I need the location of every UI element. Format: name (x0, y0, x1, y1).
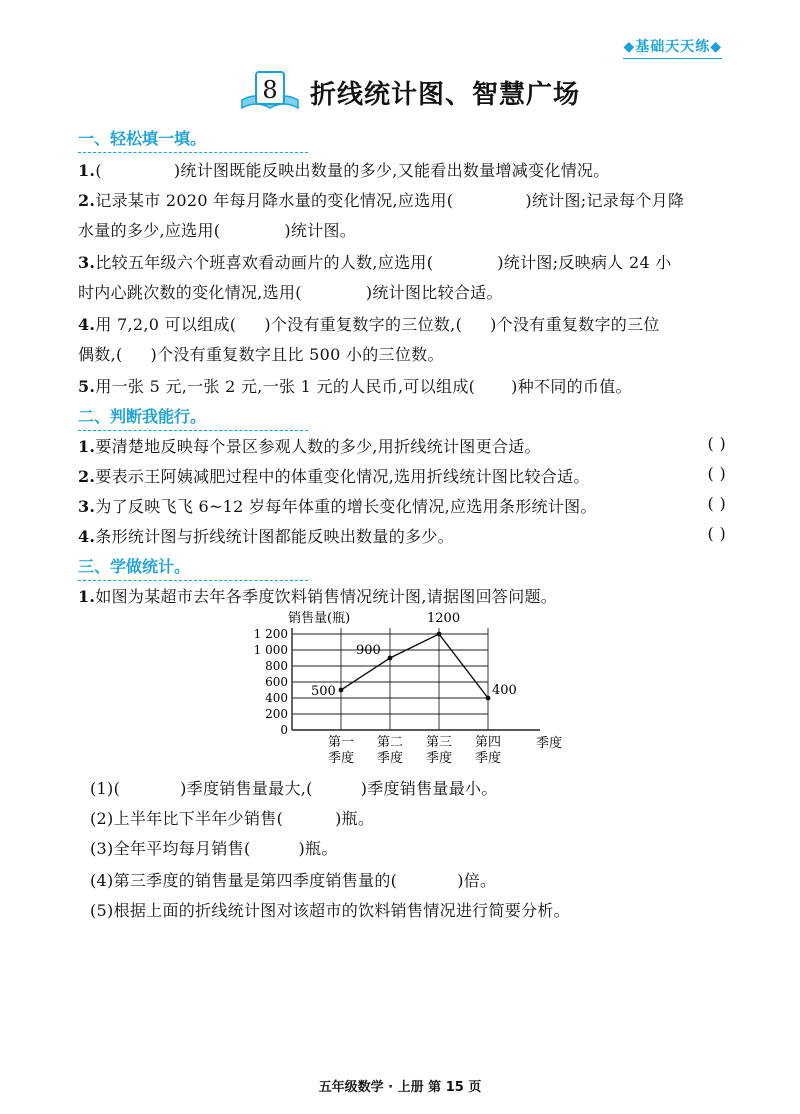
text: )个没有重复数字的三位数,( (264, 315, 463, 334)
s1-question-1 (78, 158, 610, 181)
sub-question-4 (90, 868, 496, 891)
s1-question-4-cont (78, 342, 444, 365)
question-number: 2. (78, 467, 96, 486)
question-number: 3. (78, 497, 96, 516)
text: ( (95, 161, 102, 180)
text: 偶数,( (78, 345, 123, 364)
data-point (437, 632, 442, 637)
question-number: 1. (78, 437, 96, 456)
x-tick-label: 季度 (376, 751, 404, 766)
judge-item (78, 464, 724, 487)
question-number: 1. (78, 161, 96, 180)
text: 为了反映飞飞 6~12 岁每年体重的增长变化情况,应选用条形统计图。 (95, 497, 597, 516)
judge-item (78, 524, 724, 547)
sub-question-5 (90, 898, 570, 921)
data-label: 500 (311, 684, 336, 699)
y-tick-label: 200 (265, 707, 288, 721)
x-tick-label: 第二 (376, 735, 404, 750)
book-icon (238, 70, 302, 112)
text: 记录某市 2020 年每月降水量的变化情况,应选用( (95, 191, 454, 210)
text: (5)根据上面的折线统计图对该超市的饮料销售情况进行简要分析。 (90, 901, 570, 920)
answer-paren: ( ) (707, 434, 726, 453)
text: 如图为某超市去年各季度饮料销售情况统计图,请据图回答问题。 (95, 587, 558, 606)
data-point (339, 688, 344, 693)
x-axis-label: 季度 (536, 736, 563, 751)
text: 水量的多少,应选用( (78, 221, 221, 240)
x-tick-label: 第四 (474, 735, 502, 750)
sub-question-3 (90, 836, 338, 859)
data-label: 400 (492, 683, 517, 698)
question-number: 4. (78, 315, 96, 334)
text: 比较五年级六个班喜欢看动画片的人数,应选用( (95, 253, 434, 272)
data-point (388, 656, 393, 661)
y-axis-label: 销售量(瓶) (288, 611, 351, 626)
data-label: 900 (356, 643, 381, 658)
text: (2)上半年比下半年少销售( (90, 809, 284, 828)
x-tick-label: 季度 (474, 751, 502, 766)
text: 要表示王阿姨减肥过程中的体重变化情况,选用折线统计图比较合适。 (95, 467, 590, 486)
text: )瓶。 (335, 809, 375, 828)
text: )统计图;反映病人 24 小 (497, 253, 672, 272)
judge-item (78, 434, 724, 457)
s1-question-2-cont (78, 218, 356, 241)
judge-item (78, 494, 724, 517)
section2-heading: 二、判断我能行。 (78, 404, 206, 427)
s1-question-3 (78, 250, 672, 273)
text: )瓶。 (298, 839, 338, 858)
y-tick-label: 1 000 (253, 643, 288, 657)
x-tick-label: 季度 (425, 751, 453, 766)
text: )季度销售量最小。 (360, 779, 498, 798)
answer-paren: ( ) (707, 524, 726, 543)
question-number: 4. (78, 527, 96, 546)
text: 条形统计图与折线统计图都能反映出数量的多少。 (95, 527, 454, 546)
text: (3)全年平均每月销售( (90, 839, 251, 858)
s3-question-1 (78, 584, 557, 607)
text: 用一张 5 元,一张 2 元,一张 1 元的人民币,可以组成( (95, 377, 476, 396)
x-tick-label: 季度 (327, 751, 355, 766)
text: )种不同的币值。 (511, 377, 632, 396)
y-tick-label: 600 (265, 675, 288, 689)
sub-question-1 (90, 776, 498, 799)
data-point (486, 696, 491, 701)
question-number: 5. (78, 377, 96, 396)
series-tag: ◆基础天天练◆ (623, 36, 722, 56)
s1-question-2 (78, 188, 684, 211)
answer-paren: ( ) (707, 494, 726, 513)
y-tick-label: 1 200 (253, 627, 288, 641)
text: 时内心跳次数的变化情况,选用( (78, 283, 302, 302)
text: )季度销售量最大,( (180, 779, 313, 798)
text: )统计图。 (284, 221, 357, 240)
text: (4)第三季度的销售量是第四季度销售量的( (90, 871, 398, 890)
line-chart (240, 608, 580, 788)
text: 要清楚地反映每个景区参观人数的多少,用折线统计图更合适。 (95, 437, 541, 456)
sub-question-2 (90, 806, 374, 829)
y-tick-label: 800 (265, 659, 288, 673)
question-number: 3. (78, 253, 96, 272)
text: )个没有重复数字且比 500 小的三位数。 (150, 345, 444, 364)
text: )统计图;记录每个月降 (525, 191, 685, 210)
section1-heading: 一、轻松填一填。 (78, 126, 206, 149)
text: 用 7,2,0 可以组成( (95, 315, 237, 334)
text: )个没有重复数字的三位 (490, 315, 660, 334)
text: )统计图既能反映出数量的多少,又能看出数量增减变化情况。 (173, 161, 610, 180)
lesson-number: 8 (262, 76, 278, 104)
y-tick-label: 0 (280, 723, 288, 737)
page-title: 折线统计图、智慧广场 (310, 80, 581, 110)
question-number: 1. (78, 587, 96, 606)
s1-question-3-cont (78, 280, 503, 303)
s1-question-5 (78, 374, 632, 397)
s1-question-4 (78, 312, 660, 335)
section3-heading: 三、学做统计。 (78, 554, 190, 577)
page-footer: 五年级数学 · 上册 第 15 页 (318, 1080, 482, 1095)
text: )统计图比较合适。 (365, 283, 503, 302)
text: (1)( (90, 779, 121, 798)
x-tick-label: 第一 (327, 735, 355, 750)
text: )倍。 (457, 871, 497, 890)
answer-paren: ( ) (707, 464, 726, 483)
x-tick-label: 第三 (425, 735, 453, 750)
y-tick-label: 400 (265, 691, 288, 705)
question-number: 2. (78, 191, 96, 210)
data-label: 1200 (427, 611, 461, 626)
